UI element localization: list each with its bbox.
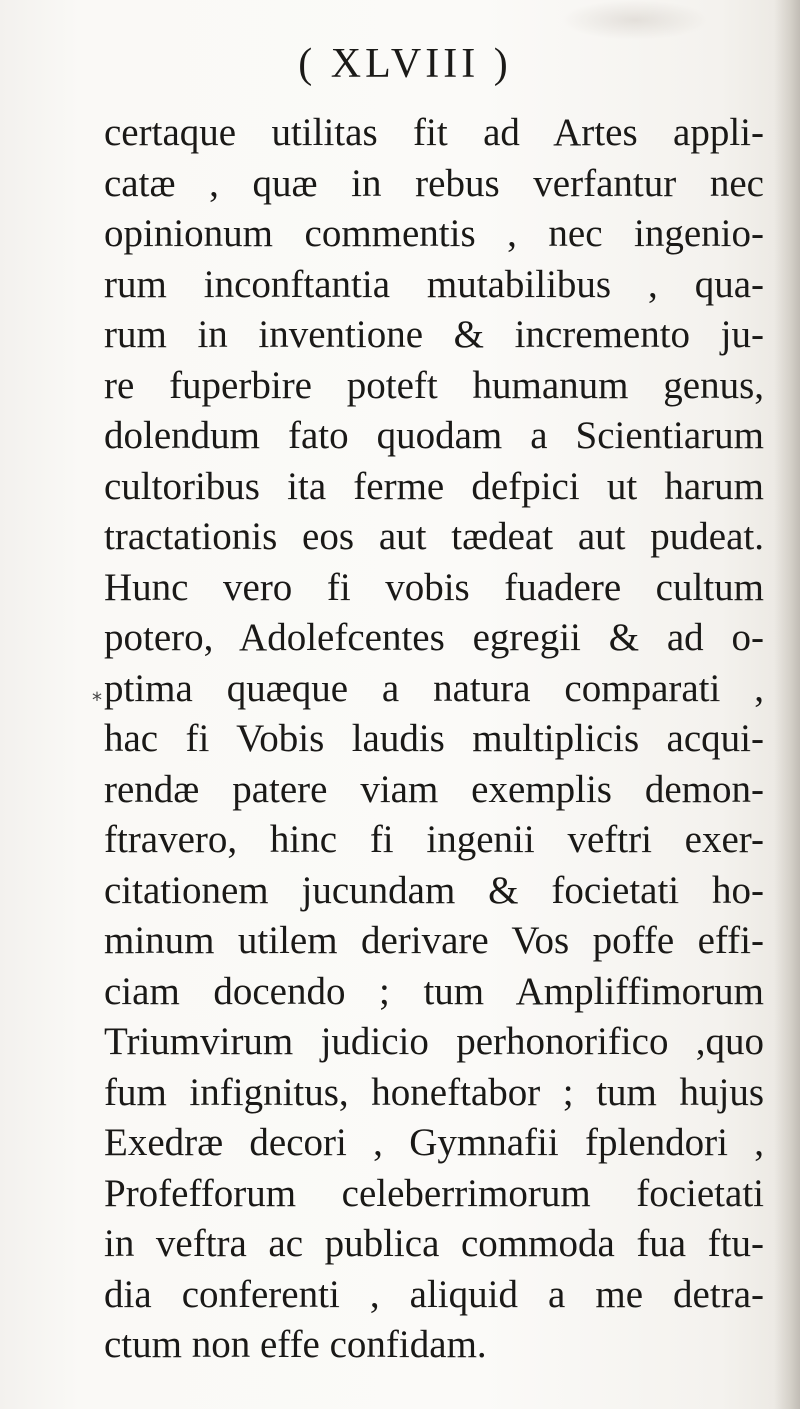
text-line: dia conferenti , aliquid a me detra- xyxy=(104,1272,764,1316)
text-line: rum in inventione & incremento ju- xyxy=(104,313,764,356)
text-line: minum utilem derivare Vos poffe effi- xyxy=(104,919,764,962)
text-line: rendæ patere viam exemplis demon- xyxy=(104,767,764,811)
text-line: Triumvirum judicio perhonorifico ,quo xyxy=(104,1020,764,1063)
paper-stain xyxy=(560,0,710,40)
text-line: cultoribus ita ferme defpici ut harum xyxy=(104,464,764,508)
text-line: Hunc vero fi vobis fuadere cultum xyxy=(104,565,764,609)
body-text xyxy=(104,108,764,1371)
running-head: ( XLVIII ) xyxy=(298,41,512,87)
text-line: Profefforum celeberrimorum focietati xyxy=(104,1171,764,1215)
text-line: hac fi Vobis laudis multiplicis acqui- xyxy=(104,717,764,760)
text-line: fum infignitus, honeftabor ; tum hujus xyxy=(104,1070,764,1114)
text-line: citationem jucundam & focietati ho- xyxy=(104,868,764,912)
text-line: rum inconftantia mutabilibus , qua- xyxy=(104,262,764,306)
text-line: re fuperbire poteft humanum genus, xyxy=(104,363,764,407)
text-line: opinionum commentis , nec ingenio- xyxy=(104,212,764,255)
page-edge-shadow xyxy=(774,0,800,1409)
text-line: in veftra ac publica commoda fua ftu- xyxy=(104,1222,764,1265)
text-line: ptima quæque a natura comparati , xyxy=(104,666,764,710)
text-line: dolendum fato quodam a Scientiarum xyxy=(104,414,764,457)
text-line: potero, Adolefcentes egregii & ad o- xyxy=(104,616,764,659)
text-line: catæ , quæ in rebus verfantur nec xyxy=(104,161,764,205)
text-line: ciam docendo ; tum Ampliffimorum xyxy=(104,969,764,1013)
text-line: ftravero, hinc fi ingenii veftri exer- xyxy=(104,818,764,861)
text-line: ctum non effe confidam. xyxy=(104,1323,487,1366)
margin-mark: * xyxy=(92,688,102,712)
text-line: certaque utilitas fit ad Artes appli- xyxy=(104,111,764,154)
text-line: tractationis eos aut tædeat aut pudeat. xyxy=(104,515,764,558)
text-line: Exedræ decori , Gymnafii fplendori , xyxy=(104,1121,764,1164)
